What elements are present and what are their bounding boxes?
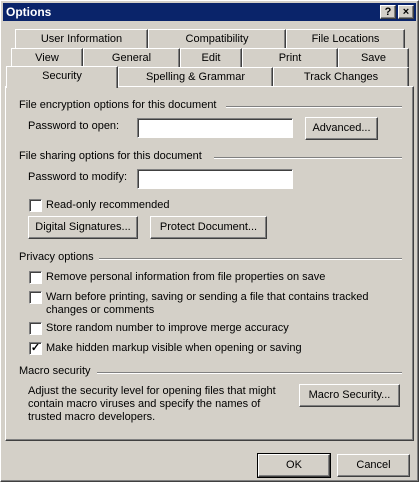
password-open-input[interactable] bbox=[137, 118, 293, 138]
hidden-markup-label: Make hidden markup visible when opening or saving bbox=[46, 342, 302, 354]
readonly-checkbox[interactable] bbox=[29, 199, 42, 212]
readonly-label: Read-only recommended bbox=[46, 199, 170, 211]
tab-general[interactable]: General bbox=[83, 48, 180, 68]
remove-personal-info-checkbox[interactable] bbox=[29, 271, 42, 284]
sharing-divider bbox=[214, 157, 402, 159]
tab-view[interactable]: View bbox=[11, 48, 83, 68]
privacy-heading: Privacy options bbox=[19, 251, 94, 263]
window-title: Options bbox=[6, 5, 52, 19]
digital-signatures-button[interactable]: Digital Signatures... bbox=[28, 216, 138, 239]
warn-tracked-changes-checkbox[interactable] bbox=[29, 291, 42, 304]
tab-save[interactable]: Save bbox=[338, 48, 409, 68]
advanced-button[interactable]: Advanced... bbox=[305, 117, 378, 140]
tab-user-information[interactable]: User Information bbox=[15, 29, 148, 49]
macro-divider bbox=[97, 372, 402, 374]
tab-spelling-grammar[interactable]: Spelling & Grammar bbox=[118, 67, 273, 87]
store-random-number-checkbox[interactable] bbox=[29, 322, 42, 335]
warn-tracked-changes-label: Warn before printing, saving or sending a file that contains tracked changes or comments bbox=[46, 291, 369, 316]
cancel-button[interactable]: Cancel bbox=[337, 454, 410, 477]
macro-security-button[interactable]: Macro Security... bbox=[299, 384, 400, 407]
security-tab-panel bbox=[5, 86, 414, 441]
encryption-heading: File encryption options for this document bbox=[19, 99, 217, 111]
encryption-divider bbox=[226, 106, 402, 108]
hidden-markup-checkbox[interactable]: ✓ bbox=[30, 342, 41, 354]
store-random-number-label: Store random number to improve merge accuracy bbox=[46, 322, 289, 334]
title-bar[interactable] bbox=[3, 3, 416, 21]
ok-button[interactable]: OK bbox=[258, 454, 330, 477]
protect-document-button[interactable]: Protect Document... bbox=[150, 216, 267, 239]
sharing-heading: File sharing options for this document bbox=[19, 150, 202, 162]
tab-security[interactable]: Security bbox=[6, 66, 118, 88]
tab-edit[interactable]: Edit bbox=[180, 48, 242, 68]
tab-track-changes[interactable]: Track Changes bbox=[273, 67, 409, 87]
close-button[interactable]: × bbox=[398, 5, 414, 19]
tab-print[interactable]: Print bbox=[242, 48, 338, 68]
help-button[interactable]: ? bbox=[380, 5, 396, 19]
password-modify-label: Password to modify: bbox=[28, 171, 128, 183]
tab-compatibility[interactable]: Compatibility bbox=[148, 29, 286, 49]
macro-description: Adjust the security level for opening files that might contain macro viruses and specify the names of trusted macro developers. bbox=[28, 385, 276, 423]
privacy-divider bbox=[99, 258, 402, 260]
password-open-label: Password to open: bbox=[28, 120, 120, 132]
macro-heading: Macro security bbox=[19, 365, 91, 377]
tab-file-locations[interactable]: File Locations bbox=[286, 29, 405, 49]
password-modify-input[interactable] bbox=[137, 169, 293, 189]
remove-personal-info-label: Remove personal information from file properties on save bbox=[46, 271, 326, 283]
